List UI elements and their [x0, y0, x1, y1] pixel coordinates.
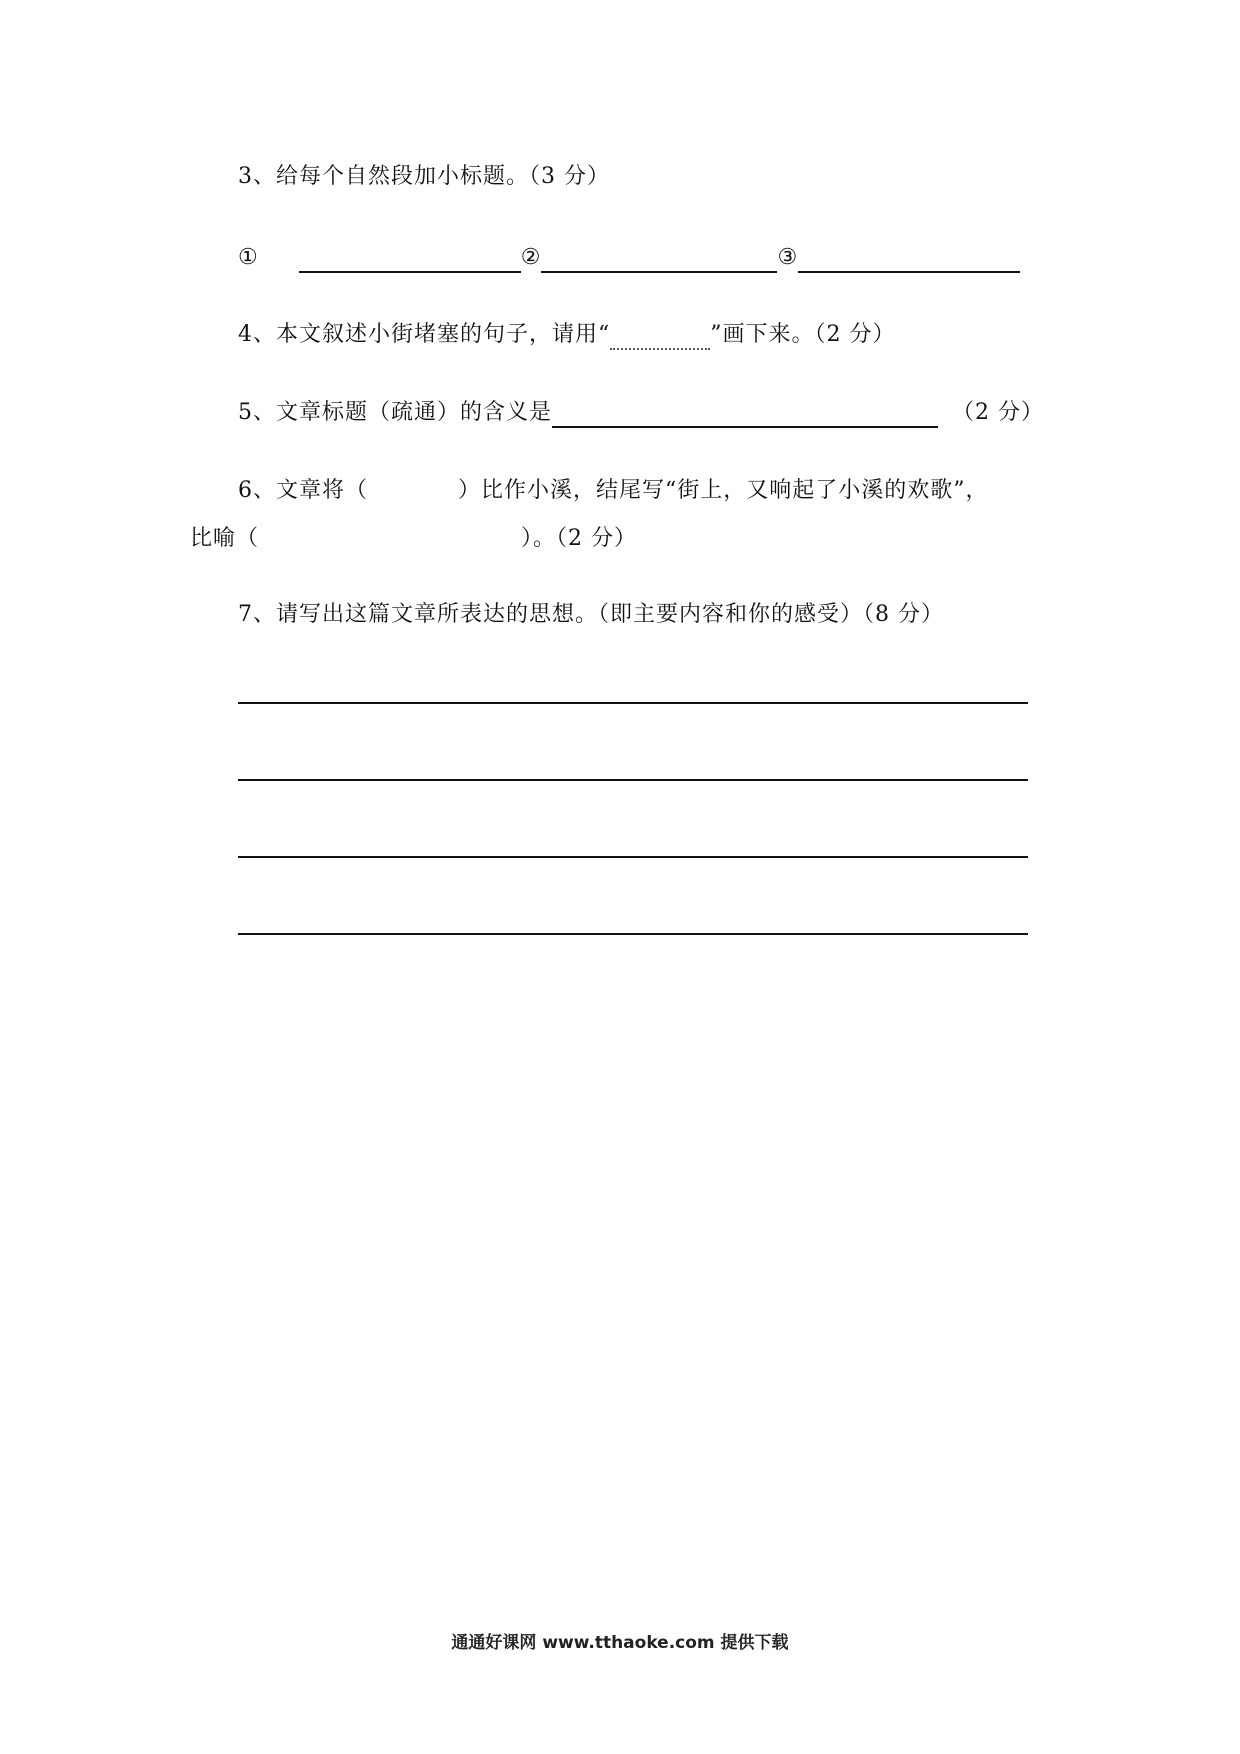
question-6-part-2: ）比作小溪，结尾写“街上，又响起了小溪的欢歌”，	[458, 478, 989, 503]
question-6-part-1: 6、文章将（	[238, 478, 368, 503]
question-5	[238, 398, 1044, 428]
question-6-line-1	[238, 476, 989, 506]
question-5-text-after: （2 分）	[952, 400, 1044, 425]
page-footer	[0, 1628, 1240, 1653]
question-4-text-before: 4、本文叙述小街堵塞的句子，请用“	[238, 322, 611, 347]
wavy-underline-sample	[610, 324, 710, 350]
question-3	[238, 162, 610, 192]
question-4-text-after: ”画下来。（2 分）	[710, 322, 896, 347]
answer-writing-line-1[interactable]	[238, 702, 1028, 704]
answer-writing-line-3[interactable]	[238, 856, 1028, 858]
answer-blank-3[interactable]	[798, 247, 1020, 273]
question-7-text: 7、请写出这篇文章所表达的思想。（即主要内容和你的感受）（8 分）	[238, 602, 944, 627]
answer-blank-1[interactable]	[299, 247, 521, 273]
question-7	[238, 600, 944, 630]
footer-text: 通通好课网 www.tthaoke.com 提供下载	[451, 1633, 789, 1653]
question-3-text: 3、给每个自然段加小标题。（3 分）	[238, 164, 610, 189]
circled-number-3: ③	[777, 245, 799, 270]
question-5-text-before: 5、文章标题（疏通）的含义是	[238, 400, 552, 425]
circled-number-2: ②	[520, 245, 542, 270]
question-6-part-4: ）。（2 分）	[521, 526, 638, 551]
question-6-part-3: 比喻（	[190, 526, 260, 551]
answer-writing-line-4[interactable]	[238, 933, 1028, 935]
question-6-line-2	[190, 524, 637, 554]
answer-writing-line-2[interactable]	[238, 779, 1028, 781]
answer-blank-meaning[interactable]	[552, 402, 938, 428]
circled-number-1: ①	[238, 245, 259, 270]
question-4	[238, 320, 896, 350]
answer-blank-2[interactable]	[541, 247, 777, 273]
question-3-answer-row	[238, 243, 1020, 273]
